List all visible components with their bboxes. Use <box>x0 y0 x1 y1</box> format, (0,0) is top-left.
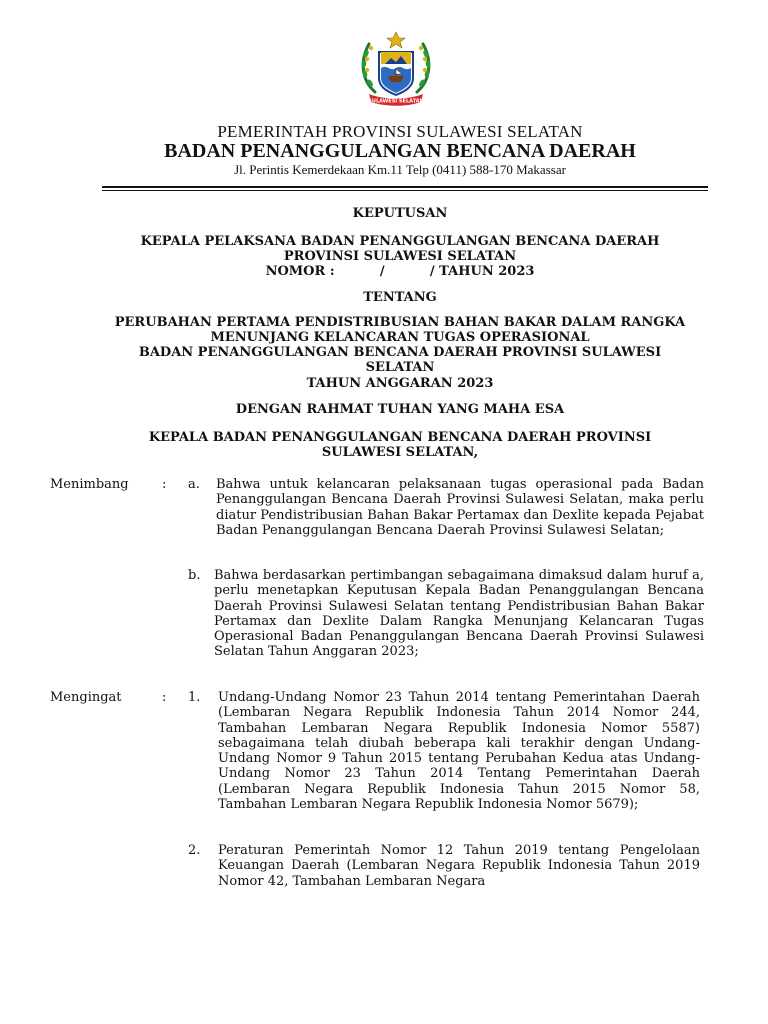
decree-number: NOMOR : / / TAHUN 2023 <box>265 264 535 279</box>
coat-of-arms-icon <box>355 28 437 108</box>
letterhead-agency: BADAN PENANGGULANGAN BENCANA DAERAH <box>164 140 636 162</box>
consideration-a: Bahwa untuk kelancaran pelaksanaan tugas operasional pada Badan Penanggulangan Bencana Daerah Provinsi Sulawesi Selatan, maka perlu diatur Pendistribusian Bahan Bakar Pertamax dan Dexlite kepada Pejabat Badan Penanggulangan Bencana Daerah Provinsi Sulawesi Selatan; <box>216 477 704 538</box>
item-marker: b. <box>188 568 201 583</box>
section-label-mengingat: Mengingat <box>50 690 122 705</box>
section-colon: : <box>162 477 167 492</box>
item-marker: 2. <box>188 843 201 858</box>
letterhead-government: PEMERINTAH PROVINSI SULAWESI SELATAN <box>217 122 583 141</box>
subject-line-2: MENUNJANG KELANCARAN TUGAS OPERASIONAL <box>210 330 590 345</box>
emblem-caption: SULAWESI SELATAN <box>368 98 424 105</box>
letterhead-rule-thick <box>102 186 708 188</box>
subject-line-5: TAHUN ANGGARAN 2023 <box>306 376 494 391</box>
issuer-line-1: KEPALA PELAKSANA BADAN PENANGGULANGAN BENCANA DAERAH <box>140 234 660 249</box>
letterhead-address: Jl. Perintis Kemerdekaan Km.11 Telp (0411) 588-170 Makassar <box>234 162 566 177</box>
authority-line-1: KEPALA BADAN PENANGGULANGAN BENCANA DAERAH PROVINSI <box>148 430 652 445</box>
subject-line-4: SELATAN <box>365 360 435 375</box>
subject-line-3: BADAN PENANGGULANGAN BENCANA DAERAH PROVINSI SULAWESI <box>138 345 662 360</box>
letterhead-rule-thin <box>102 190 708 191</box>
decree-type: KEPUTUSAN <box>352 206 448 221</box>
item-marker: a. <box>188 477 200 492</box>
legal-basis-1: Undang-Undang Nomor 23 Tahun 2014 tentang Pemerintahan Daerah (Lembaran Negara Republik Indonesia Tahun 2014 Nomor 244, Tambahan Lembaran Negara Republik Indonesia Nomor 5587) sebagaimana telah diubah beberapa kali terakhir dengan Undang-Undang Nomor 9 Tahun 2015 tentang Perubahan Kedua atas Undang-Undang Nomor 23 Tahun 2014 Tentang Pemerintahan Daerah (Lembaran Negara Republik Indonesia Tahun 2015 Nomor 58, Tambahan Lembaran Negara Republik Indonesia Nomor 5679); <box>218 690 700 813</box>
consideration-b: Bahwa berdasarkan pertimbangan sebagaimana dimaksud dalam huruf a, perlu menetapkan Keputusan Kepala Badan Penanggulangan Bencana Daerah Provinsi Sulawesi Selatan tentang Pendistribusian Bahan Bakar Pertamax dan Dexlite Dalam Rangka Menunjang Kelancaran Tugas Operasional Badan Penanggulangan Bencana Daerah Provinsi Sulawesi Selatan Tahun Anggaran 2023; <box>214 568 704 660</box>
blessing-line: DENGAN RAHMAT TUHAN YANG MAHA ESA <box>235 402 565 417</box>
legal-basis-2: Peraturan Pemerintah Nomor 12 Tahun 2019 tentang Pengelolaan Keuangan Daerah (Lembaran Negara Republik Indonesia Tahun 2019 Nomor 42, Tambahan Lembaran Negara <box>218 843 700 889</box>
authority-line-2: SULAWESI SELATAN, <box>321 445 479 460</box>
section-colon: : <box>162 690 167 705</box>
issuer-line-2: PROVINSI SULAWESI SELATAN <box>283 249 517 264</box>
about-label: TENTANG <box>363 290 437 305</box>
section-label-menimbang: Menimbang <box>50 477 129 492</box>
item-marker: 1. <box>188 690 201 705</box>
subject-line-1: PERUBAHAN PERTAMA PENDISTRIBUSIAN BAHAN BAKAR DALAM RANGKA <box>114 315 686 330</box>
